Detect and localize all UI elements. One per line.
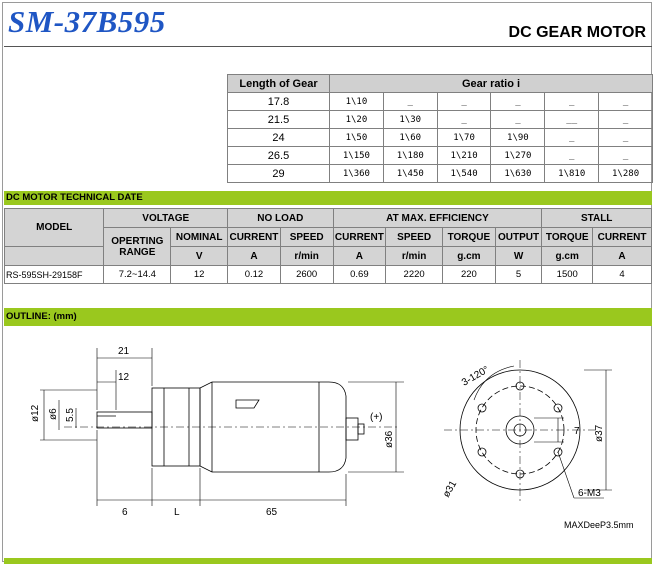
- technical-data-band: DC MOTOR TECHNICAL DATE: [4, 191, 652, 205]
- gear-ratio-cell: 1\180: [383, 147, 437, 165]
- dim-5-5: 5.5: [65, 408, 76, 422]
- hole-spec: 6-M3: [578, 488, 601, 499]
- table-row: [228, 165, 653, 183]
- unit-cell: r/min: [280, 247, 333, 266]
- table-row: [228, 93, 653, 111]
- stall-header: STALL: [542, 209, 652, 228]
- gear-ratio-cell: _: [437, 111, 491, 129]
- gear-ratio-cell: 1\810: [545, 165, 599, 183]
- gear-ratio-cell: 1\270: [491, 147, 545, 165]
- table-row: [228, 129, 653, 147]
- dim-phi6: ø6: [48, 408, 59, 420]
- unit-cell: V: [171, 247, 228, 266]
- gear-length-cell: 17.8: [228, 93, 330, 111]
- gear-ratio-cell: _: [599, 111, 653, 129]
- unit-cell: A: [593, 247, 652, 266]
- dim-phi12: ø12: [30, 404, 41, 422]
- outline-band: OUTLINE: (mm): [4, 308, 652, 326]
- gear-ratio-cell: __: [545, 111, 599, 129]
- model-header: MODEL: [5, 209, 104, 247]
- gear-ratio-cell: 1\280: [599, 165, 653, 183]
- dim-phi36: ø36: [384, 430, 395, 448]
- eff-output-header: OUTPUT: [495, 228, 542, 247]
- title-divider: [4, 46, 652, 47]
- data-cell: 2220: [386, 266, 443, 284]
- table-row: [228, 147, 653, 165]
- no-load-current-header: CURRENT: [228, 228, 281, 247]
- no-load-header: NO LOAD: [228, 209, 333, 228]
- gear-ratio-header: Gear ratio i: [330, 75, 653, 93]
- gear-ratio-cell: _: [545, 93, 599, 111]
- dim-6: 6: [122, 507, 128, 518]
- gear-ratio-cell: 1\360: [330, 165, 384, 183]
- model-value: RS-595SH-29158F: [5, 266, 104, 284]
- dim-7: 7: [574, 426, 580, 437]
- gear-ratio-table: [227, 74, 653, 183]
- gear-ratio-cell: _: [545, 147, 599, 165]
- gear-ratio-cell: 1\450: [383, 165, 437, 183]
- stall-torque-header: TORQUE: [542, 228, 593, 247]
- unit-cell: A: [333, 247, 386, 266]
- operating-range-header: OPERTING RANGE: [104, 228, 171, 266]
- gear-ratio-cell: 1\30: [383, 111, 437, 129]
- length-of-gear-header: Length of Gear: [228, 75, 330, 93]
- polarity-mark: (+): [370, 412, 383, 423]
- stall-current-header: CURRENT: [593, 228, 652, 247]
- data-cell: 0.69: [333, 266, 386, 284]
- gear-length-cell: 29: [228, 165, 330, 183]
- gear-ratio-cell: _: [437, 93, 491, 111]
- data-cell: 5: [495, 266, 542, 284]
- data-cell: 0.12: [228, 266, 281, 284]
- dim-12-top: 12: [118, 372, 130, 383]
- dim-L: L: [174, 507, 180, 518]
- data-cell: 220: [443, 266, 496, 284]
- voltage-header: VOLTAGE: [104, 209, 228, 228]
- eff-current-header: CURRENT: [333, 228, 386, 247]
- product-code-title: SM-37B595: [8, 4, 166, 39]
- data-cell: 12: [171, 266, 228, 284]
- data-cell: 4: [593, 266, 652, 284]
- gear-ratio-cell: _: [599, 93, 653, 111]
- gear-ratio-cell: 1\60: [383, 129, 437, 147]
- gear-ratio-cell: 1\10: [330, 93, 384, 111]
- gear-ratio-cell: _: [383, 93, 437, 111]
- gear-ratio-cell: 1\70: [437, 129, 491, 147]
- gear-ratio-cell: 1\20: [330, 111, 384, 129]
- dim-angle: 3-120°: [460, 364, 492, 389]
- eff-speed-header: SPEED: [386, 228, 443, 247]
- gear-ratio-cell: _: [491, 111, 545, 129]
- unit-cell: g.cm: [443, 247, 496, 266]
- gear-ratio-cell: _: [545, 129, 599, 147]
- no-load-speed-header: SPEED: [280, 228, 333, 247]
- gear-length-cell: 26.5: [228, 147, 330, 165]
- table-row: [5, 266, 652, 284]
- gear-ratio-cell: 1\50: [330, 129, 384, 147]
- dim-21: 21: [118, 346, 130, 357]
- bottom-band: [4, 558, 652, 564]
- product-type-heading: DC GEAR MOTOR: [508, 24, 646, 41]
- nominal-header: NOMINAL: [171, 228, 228, 247]
- gear-ratio-cell: 1\150: [330, 147, 384, 165]
- table-row: [228, 111, 653, 129]
- motor-terminal: [346, 418, 358, 440]
- eff-torque-header: TORQUE: [443, 228, 496, 247]
- unit-cell: r/min: [386, 247, 443, 266]
- motor-technical-table: [4, 208, 652, 284]
- depth-spec: MAXDeeP3.5mm: [564, 520, 634, 530]
- data-cell: 1500: [542, 266, 593, 284]
- unit-cell: A: [228, 247, 281, 266]
- unit-cell: g.cm: [542, 247, 593, 266]
- data-cell: 7.2~14.4: [104, 266, 171, 284]
- gear-ratio-cell: _: [599, 129, 653, 147]
- outline-drawing: [4, 330, 652, 556]
- dim-phi31: ø31: [441, 479, 460, 500]
- gear-ratio-cell: _: [599, 147, 653, 165]
- data-cell: 2600: [280, 266, 333, 284]
- gear-ratio-cell: _: [491, 93, 545, 111]
- gear-ratio-cell: 1\210: [437, 147, 491, 165]
- max-efficiency-header: AT MAX. EFFICIENCY: [333, 209, 542, 228]
- model-unit-blank: [5, 247, 104, 266]
- dim-phi37: ø37: [594, 424, 605, 442]
- gear-length-cell: 24: [228, 129, 330, 147]
- gear-length-cell: 21.5: [228, 111, 330, 129]
- gear-ratio-cell: 1\90: [491, 129, 545, 147]
- unit-cell: W: [495, 247, 542, 266]
- gear-ratio-cell: 1\540: [437, 165, 491, 183]
- gear-ratio-cell: 1\630: [491, 165, 545, 183]
- dim-65: 65: [266, 507, 278, 518]
- output-shaft: [97, 412, 152, 428]
